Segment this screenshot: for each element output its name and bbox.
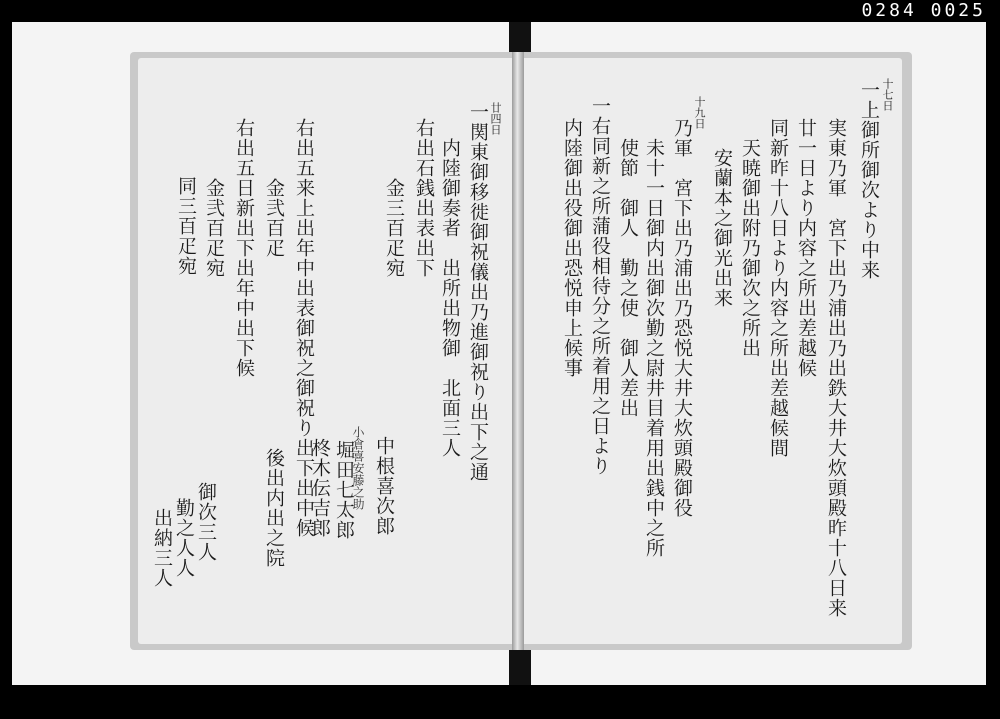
text-column-l-c7: 右出五日新出下出年中出下候 <box>233 118 255 378</box>
text-column-l-c16: 勤之人人 <box>173 498 195 578</box>
text-column-l-c2: 内陸御奏者 出所出物御 北面三人 <box>439 138 461 458</box>
text-column-r-c6: 安蘭本之御光出来 <box>711 148 733 308</box>
text-column-r-c1: 一上御所御次より中来 <box>858 80 880 280</box>
text-column-r-c8: 未十一日御内出御次勤之尉井目着用出銭中之所 <box>643 138 665 558</box>
text-column-r-c3: 廿一日より内容之所出差越候 <box>795 118 817 378</box>
text-column-r-c11: 内陸御出役御出恐悦申上候事 <box>561 118 583 378</box>
text-column-r-date-17: 十七日 <box>881 78 894 111</box>
text-column-l-c5: 右出五来上出年中出表御祝之御祝り出下出中候 <box>293 118 315 538</box>
text-column-r-c4: 同新昨十八日より内容之所出差越候間 <box>767 118 789 458</box>
text-column-l-c4: 金三百疋宛 <box>383 178 405 278</box>
text-column-r-c2: 実東乃軍 宮下出乃浦出乃出鉄大井大炊頭殿昨十八日来 <box>825 118 847 618</box>
left-page <box>138 58 512 644</box>
text-column-l-c3: 右出石銭出表出下 <box>413 118 435 278</box>
text-column-r-date-19: 十九日 <box>693 96 706 129</box>
text-column-l-c9: 同三百疋宛 <box>175 176 197 276</box>
text-column-r-c7: 乃軍 宮下出乃浦出乃恐悦大井大炊頭殿御役 <box>671 118 693 518</box>
book-gutter <box>512 52 524 650</box>
binding-clip-top <box>509 22 531 54</box>
right-page <box>524 58 902 644</box>
text-column-l-c17: 出納三人 <box>151 508 173 588</box>
open-book <box>130 52 912 650</box>
binding-clip-bottom <box>509 650 531 685</box>
text-column-l-c14: 後出内出之院 <box>263 448 285 568</box>
text-column-l-date-24: 廿四日 <box>489 102 502 135</box>
text-column-l-c10: 中根喜次郎 <box>373 436 395 536</box>
text-column-r-c10: 一右同新之所蒲役相待分之所着用之日より <box>589 96 611 476</box>
text-column-l-c11: 小倉喜安藤之助 <box>351 426 365 510</box>
text-column-l-c15: 御次三人 <box>195 482 217 562</box>
text-column-l-c6: 金弐百疋 <box>263 178 285 258</box>
text-column-l-c13: 柊木伝吉郎 <box>309 438 331 538</box>
frame-number: 0284 0025 <box>861 0 986 21</box>
text-column-r-c5: 天暁御出附乃御次之所出 <box>739 138 761 358</box>
text-column-l-c1: 一関東御移徙御祝儀出乃進御祝り出下之通 <box>467 102 489 482</box>
text-column-l-c12: 堀田七太郎 <box>333 440 355 540</box>
text-column-r-c9: 使節 御人 勤之使 御人差出 <box>617 138 639 418</box>
text-column-l-c8: 金弐百疋宛 <box>203 178 225 278</box>
